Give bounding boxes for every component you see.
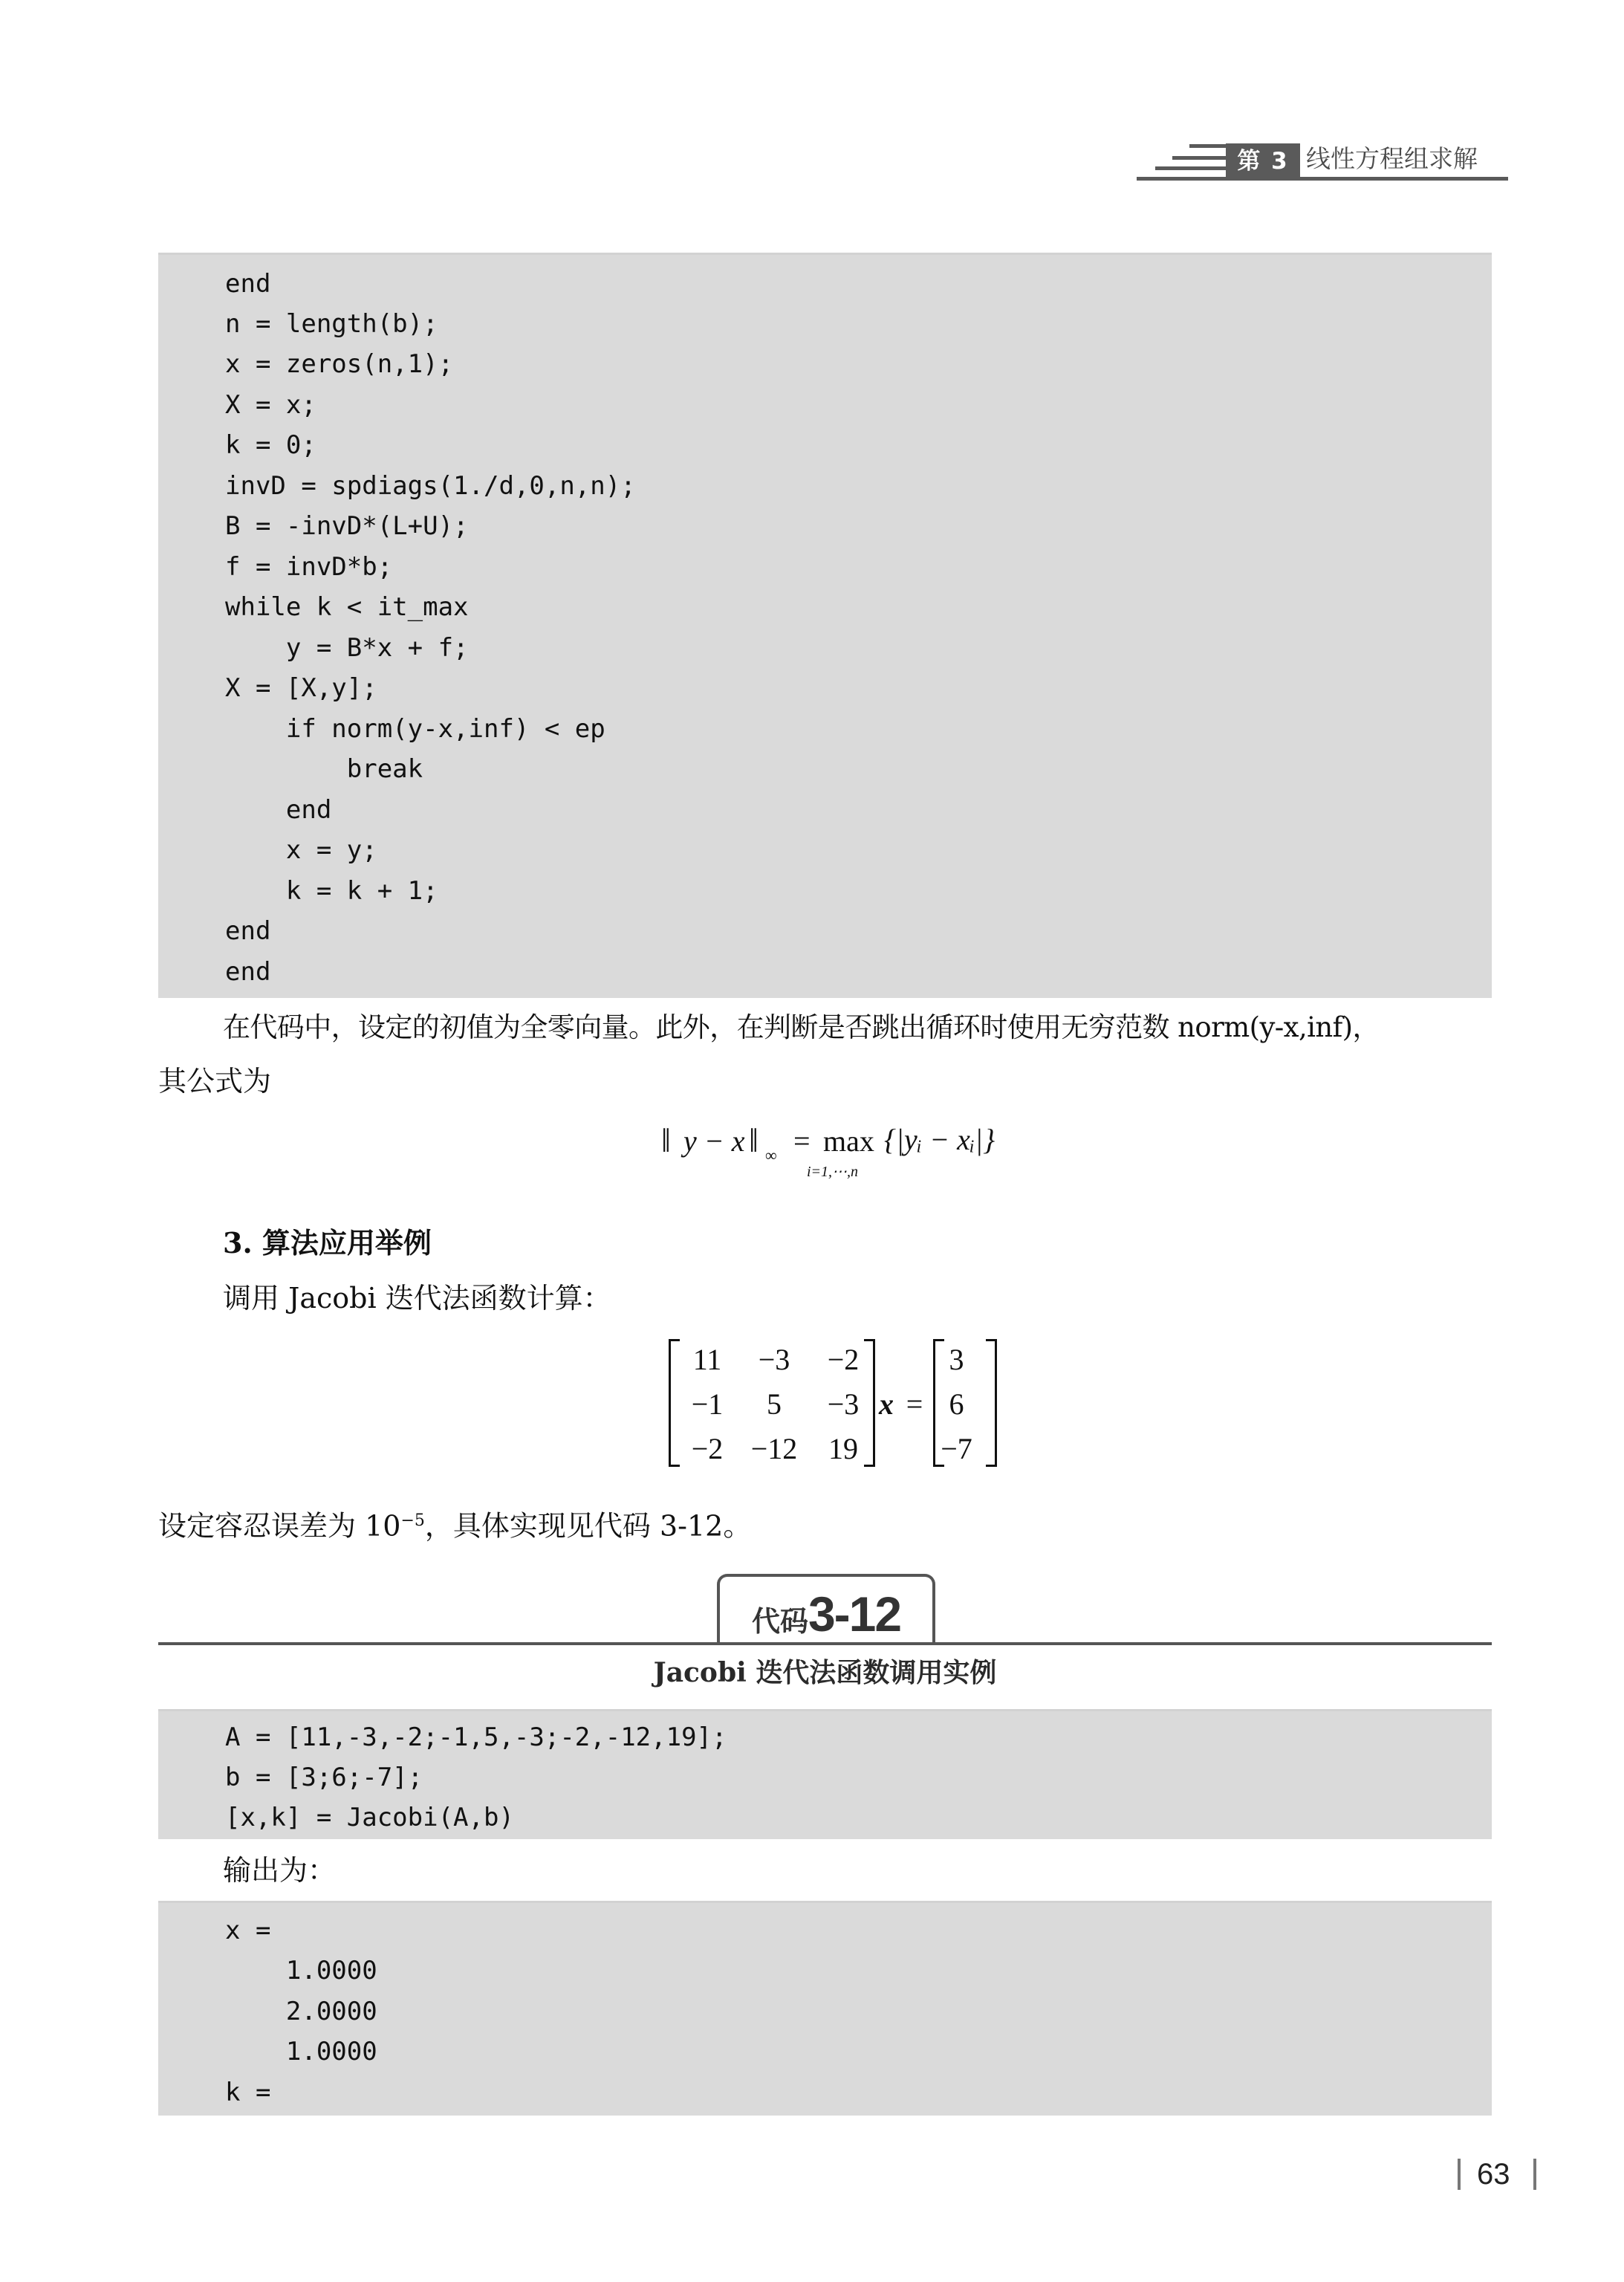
code-line: k = k + 1; bbox=[225, 876, 438, 906]
code-line: invD = spdiags(1./d,0,n,n); bbox=[225, 471, 636, 501]
chapter-title: 线性方程组求解 bbox=[1306, 144, 1478, 173]
norm-bar-left: ‖ bbox=[661, 1121, 671, 1159]
code-line: x = y; bbox=[225, 835, 377, 865]
matrix-cell: 19 bbox=[828, 1432, 858, 1465]
equals-sign: = bbox=[793, 1124, 811, 1158]
vector-cell: −7 bbox=[941, 1432, 972, 1465]
code-line: 1.0000 bbox=[225, 2037, 377, 2067]
code-block-function-body bbox=[158, 253, 1492, 998]
matrix-cell: −2 bbox=[691, 1432, 724, 1465]
code-line: end bbox=[225, 957, 271, 987]
code-line: n = length(b); bbox=[225, 309, 438, 339]
matrix-cell: −3 bbox=[827, 1387, 860, 1421]
listing-label bbox=[720, 1586, 932, 1642]
code-line: end bbox=[225, 269, 271, 299]
vector-cell: 6 bbox=[949, 1387, 964, 1421]
listing-rule bbox=[158, 1642, 1492, 1645]
code-line: while k < it_max bbox=[225, 592, 469, 622]
listing-caption: Jacobi 迭代法函数调用实例 bbox=[653, 1657, 997, 1688]
header-decor-line bbox=[1155, 166, 1228, 170]
code-line: [x,k] = Jacobi(A,b) bbox=[225, 1803, 514, 1832]
code-line: end bbox=[225, 916, 271, 946]
code-line: B = -invD*(L+U); bbox=[225, 511, 469, 541]
matrix-cell: −3 bbox=[758, 1343, 790, 1376]
infinity-norm-formula bbox=[661, 1121, 1003, 1202]
listing-prefix: 代码 bbox=[751, 1605, 808, 1638]
equals-sign: = bbox=[906, 1387, 923, 1421]
code-line: k = 0; bbox=[225, 430, 316, 460]
output-label: 输出为： bbox=[223, 1854, 337, 1887]
section-intro: 调用 Jacobi 迭代法函数计算： bbox=[223, 1282, 611, 1315]
paragraph-line: 在代码中，设定的初值为全零向量。此外，在判断是否跳出循环时使用无穷范数 norm(y-x,inf)， bbox=[223, 1011, 1380, 1043]
max-subscript: i=1,⋯,n bbox=[807, 1164, 859, 1180]
listing-tab bbox=[717, 1574, 935, 1645]
code-line: b = [3;6;-7]; bbox=[225, 1763, 423, 1792]
code-line: X = x; bbox=[225, 390, 316, 420]
unknown-vector: x bbox=[879, 1387, 894, 1421]
header-decor-line bbox=[1172, 156, 1228, 160]
code-line: X = [X,y]; bbox=[225, 673, 377, 703]
matrix-cell: 5 bbox=[767, 1387, 782, 1421]
code-line: x = bbox=[225, 1916, 271, 1945]
tolerance-paragraph bbox=[158, 1501, 751, 1546]
code-line: k = bbox=[225, 2078, 271, 2107]
norm-expression: y − x bbox=[683, 1124, 745, 1158]
page-number: 63 bbox=[1477, 2158, 1510, 2191]
code-line: x = zeros(n,1); bbox=[225, 349, 454, 379]
tolerance-text: 设定容忍误差为 10 bbox=[158, 1509, 401, 1543]
code-line: y = B*x + f; bbox=[225, 633, 469, 663]
code-line: 1.0000 bbox=[225, 1956, 377, 1986]
norm-bar-right: ‖ bbox=[749, 1121, 759, 1159]
folio-divider-right bbox=[1533, 2159, 1536, 2190]
tolerance-text-end: ，具体实现见代码 3-12。 bbox=[424, 1509, 752, 1543]
paragraph-line: 其公式为 bbox=[158, 1065, 272, 1098]
section-heading: 3. 算法应用举例 bbox=[223, 1226, 432, 1260]
code-block-call-example bbox=[158, 1709, 1492, 1839]
header-decor-line bbox=[1189, 144, 1228, 148]
vector-bracket-right bbox=[986, 1339, 997, 1467]
code-line: 2.0000 bbox=[225, 1997, 377, 2026]
norm-subscript: ∞ bbox=[765, 1146, 777, 1164]
code-line: if norm(y-x,inf) < ep bbox=[225, 714, 605, 744]
header-decor-line bbox=[1137, 177, 1508, 181]
listing-number: 3-12 bbox=[808, 1586, 901, 1641]
vector-cell: 3 bbox=[949, 1343, 964, 1376]
tolerance-exponent: −5 bbox=[400, 1511, 425, 1530]
folio-divider-left bbox=[1458, 2159, 1461, 2190]
code-line: A = [11,-3,-2;-1,5,-3;-2,-12,19]; bbox=[225, 1722, 727, 1752]
code-block-output bbox=[158, 1901, 1492, 2116]
matrix-cell: −1 bbox=[691, 1387, 724, 1421]
max-argument: {|yᵢ − xᵢ|} bbox=[884, 1123, 995, 1156]
max-operator: max bbox=[823, 1124, 874, 1158]
matrix-cell: 11 bbox=[692, 1343, 722, 1376]
chapter-badge: 第 3 章 bbox=[1226, 143, 1300, 179]
matrix-equation bbox=[665, 1338, 1007, 1471]
matrix-cell: −2 bbox=[827, 1343, 860, 1376]
code-line: f = invD*b; bbox=[225, 552, 393, 582]
code-line: break bbox=[225, 754, 423, 784]
code-line: end bbox=[225, 795, 332, 825]
matrix-cell: −12 bbox=[750, 1432, 798, 1465]
